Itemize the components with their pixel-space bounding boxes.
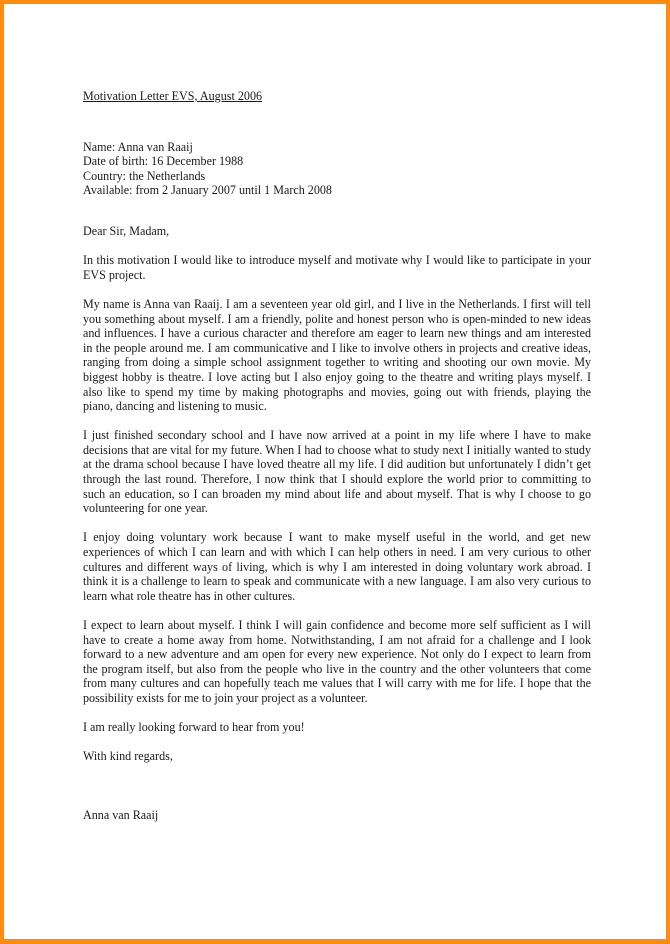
paragraph-intro: In this motivation I would like to introduce myself and motivate why I would like to participate in your EVS project. bbox=[83, 253, 591, 282]
applicant-info bbox=[83, 140, 591, 198]
info-name: Name: Anna van Raaij bbox=[83, 139, 193, 154]
paragraph-about-me: My name is Anna van Raaij. I am a seventeen year old girl, and I live in the Netherlands. I first will tell you something about myself. I am a friendly, polite and honest person who is open-minded to new ideas and influences. I have a curious character and therefore am eager to learn new things and am interested in the people around me. I am communicative and I like to involve others in projects and creative ideas, ranging from doing a simple school assignment together to writing and shooting our own movie. My biggest hobby is theatre. I love acting but I also enjoy going to the theatre and writing plays myself. I also like to spend my time by making photographs and movies, going out with friends, playing the piano, dancing and listening to music. bbox=[83, 296, 591, 414]
info-available: Available: from 2 January 2007 until 1 March 2008 bbox=[83, 183, 332, 198]
paragraph-school: I just finished secondary school and I have now arrived at a point in my life where I have to make decisions that are vital for my future. When I had to choose what to study next I initially wanted to study at the drama school because I have loved theatre all my life. I did audition but unfortunately I didn’t get through the last round. Therefore, I now think that I should explore the world prior to committing to such an education, so I can broaden my mind about life and about myself. That is why I choose to go volunteering for one year. bbox=[83, 428, 591, 516]
letter-page bbox=[4, 4, 666, 939]
letter-content bbox=[83, 89, 591, 823]
salutation: Dear Sir, Madam, bbox=[83, 223, 170, 238]
signature: Anna van Raaij bbox=[83, 807, 159, 822]
info-country: Country: the Netherlands bbox=[83, 168, 206, 183]
paragraph-expectations: I expect to learn about myself. I think I will gain confidence and become more self sufficient as I will have to create a home away from home. Notwithstanding, I am not afraid for a challenge and I look forward to a new adventure and am open for every new experience. Not only do I expect to learn from the program itself, but also from the people who live in the country and the other volunteers that come from many cultures and can hopefully teach me values that I will carry with me for life. I hope that the possibility exists for me to join your project as a volunteer. bbox=[83, 618, 591, 705]
info-date-of-birth: Date of birth: 16 December 1988 bbox=[83, 154, 244, 169]
paragraph-looking-forward: I am really looking forward to hear from you! bbox=[83, 720, 305, 735]
letter-title: Motivation Letter EVS, August 2006 bbox=[83, 89, 263, 103]
closing: With kind regards, bbox=[83, 749, 173, 764]
paragraph-voluntary-work: I enjoy doing voluntary work because I want to make myself useful in the world, and get new experiences of which I can learn and with which I can help others in need. I am very curious to other cultures and different ways of living, which is why I am interested in doing voluntary work abroad. I think it is a challenge to learn to speak and communicate with a new language. I am also very curious to learn what role theatre has in other cultures. bbox=[83, 530, 591, 603]
